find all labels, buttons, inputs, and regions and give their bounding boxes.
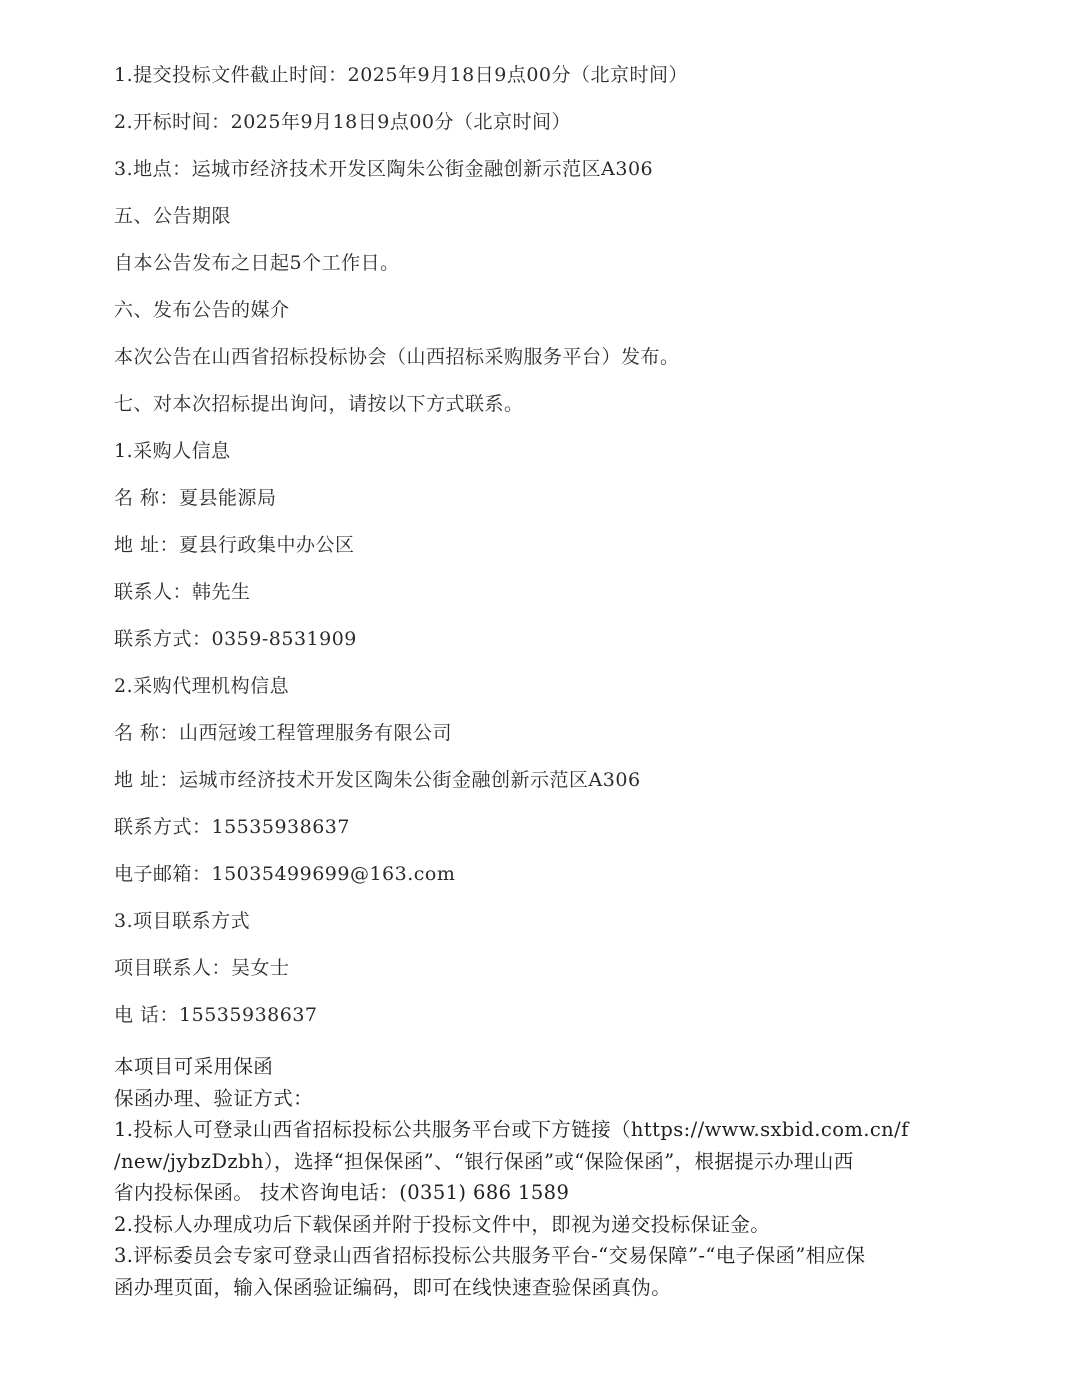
location-line: 3.地点：运城市经济技术开发区陶朱公街金融创新示范区A306	[114, 158, 654, 180]
guarantee-step3-line2: 函办理页面，输入保函验证编码，即可在线快速查验保函真伪。	[114, 1275, 672, 1299]
agency-email: 电子邮箱：15035499699@163.com	[114, 863, 456, 885]
inquiry-heading: 七、对本次招标提出询问，请按以下方式联系。	[114, 393, 524, 415]
agency-phone: 联系方式：15535938637	[114, 816, 350, 838]
guarantee-method-heading: 保函办理、验证方式：	[114, 1086, 314, 1110]
purchaser-heading: 1.采购人信息	[114, 440, 231, 462]
media-text: 本次公告在山西省招标投标协会（山西招标采购服务平台）发布。	[114, 346, 680, 368]
guarantee-intro: 本项目可采用保函	[114, 1055, 274, 1078]
period-heading: 五、公告期限	[114, 205, 232, 227]
project-contact-phone: 电 话：15535938637	[114, 1004, 318, 1026]
guarantee-step1-line3: 省内投标保函。 技术咨询电话：(0351) 686 1589	[114, 1181, 570, 1204]
period-text: 自本公告发布之日起5个工作日。	[114, 252, 400, 274]
purchaser-phone: 联系方式：0359-8531909	[114, 628, 357, 650]
opening-time-line: 2.开标时间：2025年9月18日9点00分（北京时间）	[114, 111, 572, 133]
purchaser-contact: 联系人：韩先生	[114, 581, 251, 603]
guarantee-step1-line1: 1.投标人可登录山西省招标投标公共服务平台或下方链接（https://www.sxbid.com.cn/f	[114, 1118, 909, 1141]
agency-heading: 2.采购代理机构信息	[114, 675, 290, 697]
project-contact-person: 项目联系人：吴女士	[114, 957, 290, 979]
guarantee-step3-line1: 3.评标委员会专家可登录山西省招标投标公共服务平台-“交易保障”-“电子保函”相应保	[114, 1244, 866, 1267]
guarantee-section	[114, 1051, 974, 1303]
agency-address: 地 址：运城市经济技术开发区陶朱公街金融创新示范区A306	[114, 769, 641, 791]
agency-name: 名 称：山西冠竣工程管理服务有限公司	[114, 722, 453, 744]
project-contact-heading: 3.项目联系方式	[114, 910, 251, 932]
purchaser-name: 名 称：夏县能源局	[114, 487, 277, 509]
deadline-line: 1.提交投标文件截止时间：2025年9月18日9点00分（北京时间）	[114, 64, 689, 86]
purchaser-address: 地 址：夏县行政集中办公区	[114, 534, 355, 556]
guarantee-step1-line2: /new/jybzDzbh），选择“担保保函”、“银行保函”或“保险保函”，根据提示办理山西	[114, 1149, 854, 1173]
guarantee-step2: 2.投标人办理成功后下载保函并附于投标文件中，即视为递交投标保证金。	[114, 1212, 771, 1236]
media-heading: 六、发布公告的媒介	[114, 299, 290, 321]
